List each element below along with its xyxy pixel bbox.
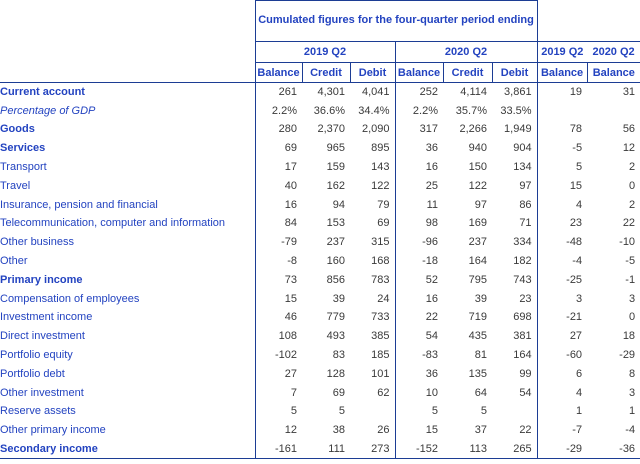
cell-value: 56 [622, 123, 636, 136]
cell-value: 164 [513, 349, 532, 362]
cell-value: 2 [628, 161, 636, 174]
row-label: Compensation of employees [0, 292, 140, 305]
cell-value: 2.2% [255, 101, 302, 120]
cell-value: 4,114 [460, 86, 487, 99]
cell-value: 37 [474, 424, 487, 437]
row-label: Transport [0, 161, 47, 174]
cell-value: 185 [371, 349, 390, 362]
cell-value: 5 [537, 158, 587, 177]
cell-value: 153 [326, 217, 345, 230]
cell-value: 52 [395, 270, 443, 289]
cell-value: 237 [326, 236, 345, 249]
cell-value: 160 [326, 255, 345, 268]
cell-value: -1 [625, 273, 636, 286]
cell-value [350, 402, 395, 421]
cell-value: 86 [519, 198, 532, 211]
cell-value: 78 [537, 120, 587, 139]
cell-value: 237 [468, 236, 487, 249]
cell-value: 265 [492, 440, 537, 459]
cell-value [537, 101, 587, 120]
column-header-debit: Debit [350, 63, 395, 83]
table-row [0, 383, 640, 402]
cell-value: 2 [628, 198, 636, 211]
cell-value: 261 [255, 83, 302, 102]
column-header-debit: Debit [492, 63, 537, 83]
cell-value: 2,090 [361, 123, 390, 136]
row-label: Goods [0, 123, 35, 136]
cell-value: 98 [395, 214, 443, 233]
cell-value: 84 [255, 214, 302, 233]
cell-value: 22 [519, 424, 532, 437]
cell-value: 698 [513, 311, 532, 324]
cell-value: 62 [377, 386, 390, 399]
cell-value: 122 [468, 179, 487, 192]
column-header-balance: Balance [255, 63, 302, 83]
row-label: Investment income [0, 311, 93, 324]
cell-value: 79 [377, 198, 390, 211]
cell-value: 795 [468, 273, 487, 286]
cell-value: 69 [332, 386, 345, 399]
balance-period-header-2020q2: 2020 Q2 [587, 42, 640, 63]
row-label: Current account [0, 86, 85, 99]
cell-value: 111 [302, 440, 350, 459]
balance-period-header-2019q2: 2019 Q2 [537, 42, 587, 63]
cell-value: 381 [513, 330, 532, 343]
row-label: Primary income [0, 273, 83, 286]
cell-value: -10 [619, 236, 636, 249]
table-row [0, 252, 640, 271]
cell-value: 8 [628, 367, 636, 380]
cell-value: 719 [468, 311, 487, 324]
cell-value: 315 [371, 236, 390, 249]
cell-value: -5 [537, 139, 587, 158]
row-label: Other investment [0, 386, 84, 399]
row-label: Insurance, pension and financial [0, 198, 158, 211]
cell-value: 17 [255, 158, 302, 177]
cell-value: -161 [255, 440, 302, 459]
cell-value: -25 [537, 270, 587, 289]
period-header-2020q2: 2020 Q2 [395, 42, 537, 63]
cell-value: 54 [519, 386, 532, 399]
cell-value: 71 [519, 217, 532, 230]
cell-value: -152 [395, 440, 443, 459]
cell-value: 25 [395, 176, 443, 195]
cell-value: 3 [628, 292, 636, 305]
cell-value: 0 [628, 179, 636, 192]
cell-value: 69 [377, 217, 390, 230]
column-header-balance: Balance [395, 63, 443, 83]
row-label: Telecommunication, computer and information [0, 217, 226, 230]
period-header-2019q2: 2019 Q2 [255, 42, 395, 63]
cell-value: 2.2% [395, 101, 443, 120]
cell-value: 24 [377, 292, 390, 305]
label-column-header [0, 1, 255, 83]
cell-value: 15 [395, 421, 443, 440]
cell-value: 4,041 [361, 86, 390, 99]
cell-value: 135 [468, 367, 487, 380]
cell-value: 54 [395, 327, 443, 346]
cell-value: 168 [371, 255, 390, 268]
cell-value: 5 [395, 402, 443, 421]
table-row [0, 327, 640, 346]
table-row [0, 289, 640, 308]
table-row [0, 364, 640, 383]
cell-value: 385 [371, 330, 390, 343]
cell-value: 280 [255, 120, 302, 139]
table-row [0, 346, 640, 365]
cell-value: 334 [513, 236, 532, 249]
table-row [0, 421, 640, 440]
cell-value: 783 [371, 273, 390, 286]
cell-value: 122 [371, 179, 390, 192]
cell-value: 904 [513, 142, 532, 155]
header-title-row [0, 1, 640, 42]
cell-value: 19 [537, 83, 587, 102]
column-header-credit: Credit [302, 63, 350, 83]
cell-value: 27 [255, 364, 302, 383]
cell-value: 40 [255, 176, 302, 195]
cell-value: 856 [326, 273, 345, 286]
cell-value: -4 [625, 424, 636, 437]
cell-value: -29 [537, 440, 587, 459]
table-title: Cumulated figures for the four-quarter period ending [255, 1, 537, 42]
cell-value: 16 [395, 158, 443, 177]
table-row [0, 214, 640, 233]
balance-columns-spacer [537, 1, 640, 42]
cell-value: 64 [474, 386, 487, 399]
cell-value: 134 [513, 161, 532, 174]
cell-value: 27 [537, 327, 587, 346]
cell-value: 33.5% [500, 104, 532, 117]
cell-value: 22 [395, 308, 443, 327]
table-row [0, 120, 640, 139]
column-header-balance: Balance [537, 63, 587, 83]
cell-value: 26 [377, 424, 390, 437]
cell-value: 46 [255, 308, 302, 327]
cell-value: 15 [537, 176, 587, 195]
cell-value: 5 [338, 405, 345, 418]
cell-value: -48 [537, 233, 587, 252]
table-row [0, 139, 640, 158]
cell-value: 22 [622, 217, 636, 230]
cell-value: 39 [332, 292, 345, 305]
cell-value: 16 [255, 195, 302, 214]
cell-value: 5 [255, 402, 302, 421]
row-label: Other business [0, 236, 74, 249]
cell-value: 10 [395, 383, 443, 402]
cell-value: 4 [537, 195, 587, 214]
cell-value: 3 [628, 386, 636, 399]
table-row [0, 195, 640, 214]
row-label: Other [0, 255, 28, 268]
cell-value: 4,301 [317, 86, 345, 99]
cell-value: 11 [395, 195, 443, 214]
cell-value: 6 [537, 364, 587, 383]
table-row [0, 233, 640, 252]
cell-value: -5 [625, 255, 636, 268]
table-row [0, 402, 640, 421]
row-label: Secondary income [0, 440, 255, 459]
cell-value: -4 [537, 252, 587, 271]
cell-value: 12 [622, 142, 636, 155]
row-label: Other primary income [0, 424, 106, 437]
column-header-balance: Balance [587, 63, 640, 83]
cell-value: 108 [255, 327, 302, 346]
cell-value: 83 [332, 349, 345, 362]
cell-value: 101 [371, 367, 390, 380]
table-body [0, 83, 640, 459]
cell-value: 73 [255, 270, 302, 289]
column-header-credit: Credit [443, 63, 492, 83]
cell-value: 16 [395, 289, 443, 308]
table-row [0, 101, 640, 120]
cell-value: -102 [255, 346, 302, 365]
cell-value: 94 [332, 198, 345, 211]
cell-value: -8 [255, 252, 302, 271]
cell-value: 97 [519, 179, 532, 192]
row-label: Portfolio equity [0, 349, 73, 362]
cell-value: 743 [513, 273, 532, 286]
table-row [0, 83, 640, 102]
cell-value: 2,266 [459, 123, 487, 136]
cell-value: -36 [587, 440, 640, 459]
cell-value: 169 [468, 217, 487, 230]
cell-value: 128 [326, 367, 345, 380]
cell-value: 143 [371, 161, 390, 174]
cell-value: 317 [395, 120, 443, 139]
cell-value: -83 [395, 346, 443, 365]
cell-value: 162 [326, 179, 345, 192]
cell-value: 940 [468, 142, 487, 155]
cell-value: 273 [350, 440, 395, 459]
cell-value: 35.7% [455, 104, 487, 117]
row-label: Percentage of GDP [0, 104, 96, 117]
cell-value: 5 [480, 405, 487, 418]
cell-value: -18 [395, 252, 443, 271]
table-row [0, 440, 640, 459]
cell-value: 69 [255, 139, 302, 158]
row-label: Direct investment [0, 330, 85, 343]
cell-value: 895 [371, 142, 390, 155]
cell-value: 12 [255, 421, 302, 440]
table-row [0, 158, 640, 177]
cell-value: 252 [395, 83, 443, 102]
cell-value: 39 [474, 292, 487, 305]
row-label: Services [0, 142, 46, 155]
cell-value: -21 [537, 308, 587, 327]
cell-value: 31 [622, 86, 636, 99]
cell-value: 7 [255, 383, 302, 402]
row-label: Reserve assets [0, 405, 76, 418]
cell-value: 38 [332, 424, 345, 437]
cell-value: 2,370 [317, 123, 345, 136]
cell-value: 36.6% [313, 104, 345, 117]
cell-value: 15 [255, 289, 302, 308]
cell-value: 164 [468, 255, 487, 268]
cell-value: 81 [474, 349, 487, 362]
cell-value: 4 [537, 383, 587, 402]
cell-value: 1 [628, 405, 636, 418]
cell-value: 182 [513, 255, 532, 268]
row-label: Portfolio debt [0, 367, 65, 380]
cell-value: 18 [622, 330, 636, 343]
cell-value: 34.4% [358, 104, 390, 117]
row-label: Travel [0, 179, 31, 192]
cell-value: 36 [395, 139, 443, 158]
cell-value: -29 [619, 349, 636, 362]
cell-value: 0 [628, 311, 636, 324]
cell-value: 1,949 [504, 123, 532, 136]
cell-value: 113 [443, 440, 492, 459]
cell-value [492, 402, 537, 421]
table-row [0, 176, 640, 195]
cell-value: 779 [326, 311, 345, 324]
table-row [0, 308, 640, 327]
cell-value: -96 [395, 233, 443, 252]
cell-value: 1 [537, 402, 587, 421]
cell-value: -79 [255, 233, 302, 252]
cell-value: 159 [326, 161, 345, 174]
cell-value [587, 101, 640, 120]
cell-value: -7 [537, 421, 587, 440]
cell-value: 435 [468, 330, 487, 343]
cell-value: 97 [474, 198, 487, 211]
cell-value: 965 [326, 142, 345, 155]
cell-value: -60 [537, 346, 587, 365]
cell-value: 493 [326, 330, 345, 343]
cell-value: 23 [537, 214, 587, 233]
cell-value: 3,861 [504, 86, 532, 99]
cell-value: 99 [519, 367, 532, 380]
cell-value: 3 [537, 289, 587, 308]
cell-value: 150 [468, 161, 487, 174]
cell-value: 36 [395, 364, 443, 383]
cell-value: 733 [371, 311, 390, 324]
table-row [0, 270, 640, 289]
cell-value: 23 [519, 292, 532, 305]
